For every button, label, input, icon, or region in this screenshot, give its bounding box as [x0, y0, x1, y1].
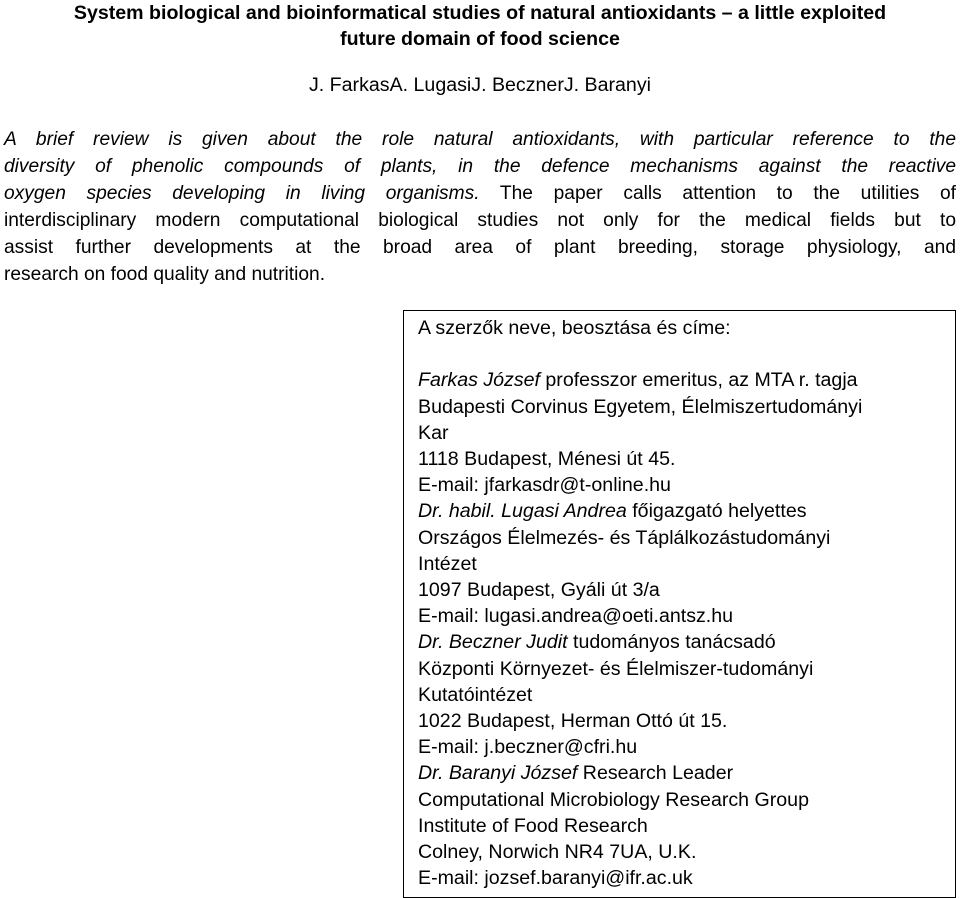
abstract-line-6: research on food quality and nutrition.: [4, 264, 326, 285]
title-line-2: future domain of food science: [340, 28, 620, 50]
author-1: J. Farkas: [309, 74, 390, 96]
abstract-line-1: A brief review is given about the role natural antioxidants, with particular reference to the: [4, 129, 956, 150]
author2-line: Országos Élelmezés- és Táplálkozástudományi: [418, 526, 831, 549]
author2-name: Lugasi Andrea: [495, 500, 627, 523]
author4-line: Colney, Norwich NR4 7UA, U.K.: [418, 841, 697, 864]
author1-line: 1118 Budapest, Ménesi út 45.: [418, 448, 676, 470]
author3-line: Központi Környezet- és Élelmiszer-tudományi: [418, 657, 814, 680]
author3-line: 1022 Budapest, Herman Ottó út 15.: [418, 710, 728, 733]
author4-line: Institute of Food Research: [418, 814, 648, 837]
author2-line: 1097 Budapest, Gyáli út 3/a: [418, 579, 660, 602]
author2-role: főigazgató helyettes: [626, 500, 807, 523]
author4-header: [418, 760, 948, 786]
abstract-line-2: diversity of phenolic compounds of plants, in the defence mechanisms against the reactive: [4, 156, 956, 177]
author1-role: professzor emeritus, az MTA r. tagja: [539, 369, 858, 392]
author3-header: [418, 629, 948, 655]
abstract-normal-start: The paper calls attention to the utilities of: [479, 183, 957, 204]
author2-line: Intézet: [418, 552, 477, 575]
author-4: J. Baranyi: [563, 74, 651, 96]
title-line-1: System biological and bioinformatical studies of natural antioxidants – a little exploited: [73, 2, 887, 24]
author1-name: Farkas József: [418, 369, 540, 392]
author3-line: Kutatóintézet: [418, 683, 533, 706]
abstract-italic-end: oxygen species developing in living organisms.: [4, 183, 480, 204]
author4-name: Baranyi József: [443, 762, 578, 785]
author4-email: E-mail: jozsef.baranyi@ifr.ac.uk: [418, 867, 693, 890]
author1-line: Budapesti Corvinus Egyetem, Élelmiszertudományi: [418, 395, 863, 418]
author3-title: Dr.: [418, 631, 444, 654]
author2-header: [418, 498, 948, 524]
author3-name: Beczner Judit: [443, 631, 568, 654]
author2-email: E-mail: lugasi.andrea@oeti.antsz.hu: [418, 605, 734, 628]
abstract-line-4: interdisciplinary modern computational biological studies not only for the medical fields but to: [4, 210, 956, 231]
author3-role: tudományos tanácsadó: [567, 631, 776, 654]
affiliation-heading: A szerzők neve, beosztása és címe:: [418, 317, 731, 339]
author-list: [0, 72, 960, 98]
author-2: A. Lugasi: [389, 74, 472, 96]
author4-title: Dr.: [418, 762, 444, 785]
author4-line: Computational Microbiology Research Group: [418, 788, 809, 811]
abstract-line-5: assist further developments at the broad area of plant breeding, storage physiology, and: [4, 237, 956, 258]
abstract: [4, 126, 956, 288]
paper-title: [0, 0, 960, 52]
author-3: J. Beczner: [471, 74, 564, 96]
affiliation-box: [403, 310, 956, 898]
author4-role: Research Leader: [577, 762, 734, 785]
author3-email: E-mail: j.beczner@cfri.hu: [418, 736, 638, 759]
author1-header: [418, 367, 948, 393]
author1-email: E-mail: jfarkasdr@t-online.hu: [418, 474, 671, 497]
abstract-line-3: [4, 180, 956, 207]
author1-line: Kar: [418, 421, 449, 444]
author2-title: Dr. habil.: [418, 500, 496, 523]
